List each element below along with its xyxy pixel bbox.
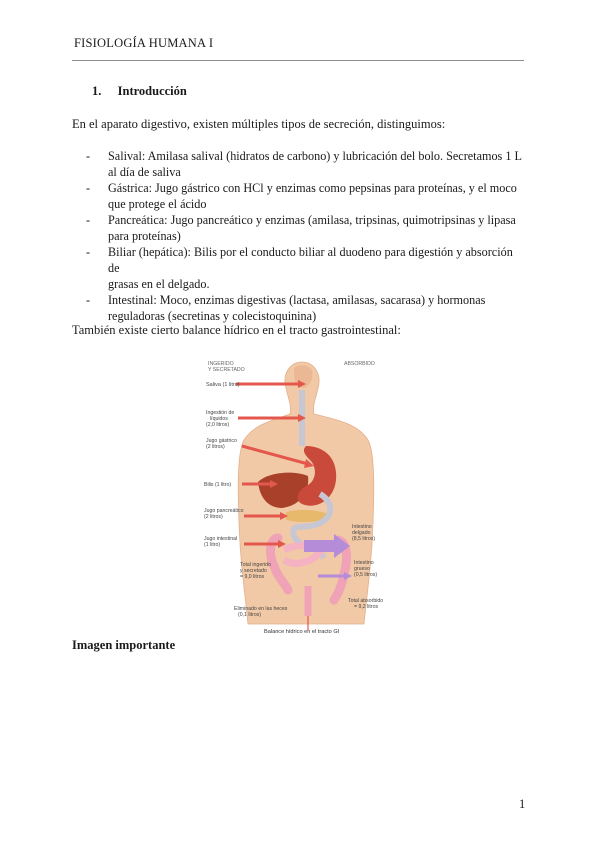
figure-caption: Balance hídrico en el tracto GI bbox=[264, 629, 340, 635]
label-large-intestine: Intestino bbox=[354, 560, 374, 566]
label-ingestion: Ingestión de bbox=[206, 410, 235, 416]
list-item-text: que protege el ácido bbox=[108, 197, 207, 211]
label-total-absorbed-2: = 9,2 litros bbox=[354, 604, 379, 610]
label-total-ingested-3: = 9,0 litros bbox=[240, 574, 265, 580]
page-number: 1 bbox=[519, 797, 526, 811]
label-gastric: Jugo gástrico bbox=[206, 438, 237, 444]
list-item-text: Biliar (hepática): Bilis por el conducto biliar al duodeno para digestión y absorción de bbox=[108, 245, 513, 275]
header-divider bbox=[72, 60, 524, 61]
label-total-absorbed: Total absorbido bbox=[348, 598, 384, 604]
page-header: FISIOLOGÍA HUMANA I bbox=[74, 36, 214, 50]
label-small-intestine: Intestino bbox=[352, 524, 372, 530]
label-feces: Eliminado en las heces bbox=[234, 606, 288, 612]
label-saliva: Saliva (1 litro) bbox=[206, 382, 240, 388]
label-large-intestine-2: grueso bbox=[354, 566, 370, 572]
list-item: - Gástrica: Jugo gástrico con HCl y enzimas como pepsinas para proteínas, y el moco que protege el ácido bbox=[86, 181, 517, 211]
label-total-ingested: Total ingerido bbox=[240, 562, 271, 568]
label-small-intestine-3: (8,5 litros) bbox=[352, 536, 376, 542]
balance-paragraph: También existe cierto balance hídrico en el tracto gastrointestinal: bbox=[72, 323, 401, 337]
list-item-text: al día de saliva bbox=[108, 165, 181, 179]
label-intestinal: Jugo intestinal bbox=[204, 536, 238, 542]
label-total-ingested-2: y secretado bbox=[240, 568, 267, 574]
label-ingested: INGERIDO bbox=[208, 361, 234, 367]
section-heading bbox=[92, 84, 187, 99]
label-small-intestine-2: delgado bbox=[352, 530, 371, 536]
label-absorbed: ABSORBIDO bbox=[344, 361, 375, 367]
list-item-text: Pancreática: Jugo pancreático y enzimas (amilasa, tripsinas, quimotripsinas y lipasa bbox=[108, 213, 516, 227]
list-item-text: Intestinal: Moco, enzimas digestivas (lactasa, amilasas, sacarasa) y hormonas bbox=[108, 293, 486, 307]
label-large-intestine-3: (0,5 litros) bbox=[354, 572, 378, 578]
label-bile: Bilis (1 litro) bbox=[204, 482, 232, 488]
secretion-list bbox=[86, 148, 526, 324]
label-ingestion-2: líquidos bbox=[210, 416, 228, 422]
label-intestinal-2: (1 litro) bbox=[204, 542, 221, 548]
list-item: - Pancreática: Jugo pancreático y enzimas (amilasa, tripsinas, quimotripsinas y lipasa para proteínas) bbox=[86, 213, 516, 243]
intro-paragraph: En el aparato digestivo, existen múltiples tipos de secreción, distinguimos: bbox=[72, 117, 446, 131]
label-ingestion-3: (2,0 litros) bbox=[206, 422, 230, 428]
important-image-label: Imagen importante bbox=[72, 638, 176, 652]
label-gastric-2: (2 litros) bbox=[206, 444, 225, 450]
list-item: - Biliar (hepática): Bilis por el conducto biliar al duodeno para digestión y absorción de grasas en el delgado. bbox=[86, 245, 513, 291]
label-feces-2: (0,1 litros) bbox=[238, 612, 262, 618]
list-item-text: grasas en el delgado. bbox=[108, 277, 210, 291]
list-item-text: para proteínas) bbox=[108, 229, 181, 243]
list-item: - Salival: Amilasa salival (hidratos de carbono) y lubricación del bolo. Secretamos 1 L al día de saliva bbox=[86, 149, 522, 179]
list-item-text: reguladoras (secretinas y colecistoquinina) bbox=[108, 309, 317, 323]
list-item-text: Salival: Amilasa salival (hidratos de carbono) y lubricación del bolo. Secretamos 1 L bbox=[108, 149, 522, 163]
label-pancreatic: Jugo pancreático bbox=[204, 508, 244, 514]
label-secreted: Y SECRETADO bbox=[208, 367, 245, 373]
section-number: 1. bbox=[92, 84, 102, 98]
gi-water-balance-figure bbox=[198, 354, 410, 636]
label-pancreatic-2: (2 litros) bbox=[204, 514, 223, 520]
list-item: - Intestinal: Moco, enzimas digestivas (lactasa, amilasas, sacarasa) y hormonas reguladoras (secretinas y colecistoquinina) bbox=[86, 293, 486, 323]
section-title: Introducción bbox=[117, 84, 187, 98]
list-item-text: Gástrica: Jugo gástrico con HCl y enzimas como pepsinas para proteínas, y el moco bbox=[108, 181, 517, 195]
